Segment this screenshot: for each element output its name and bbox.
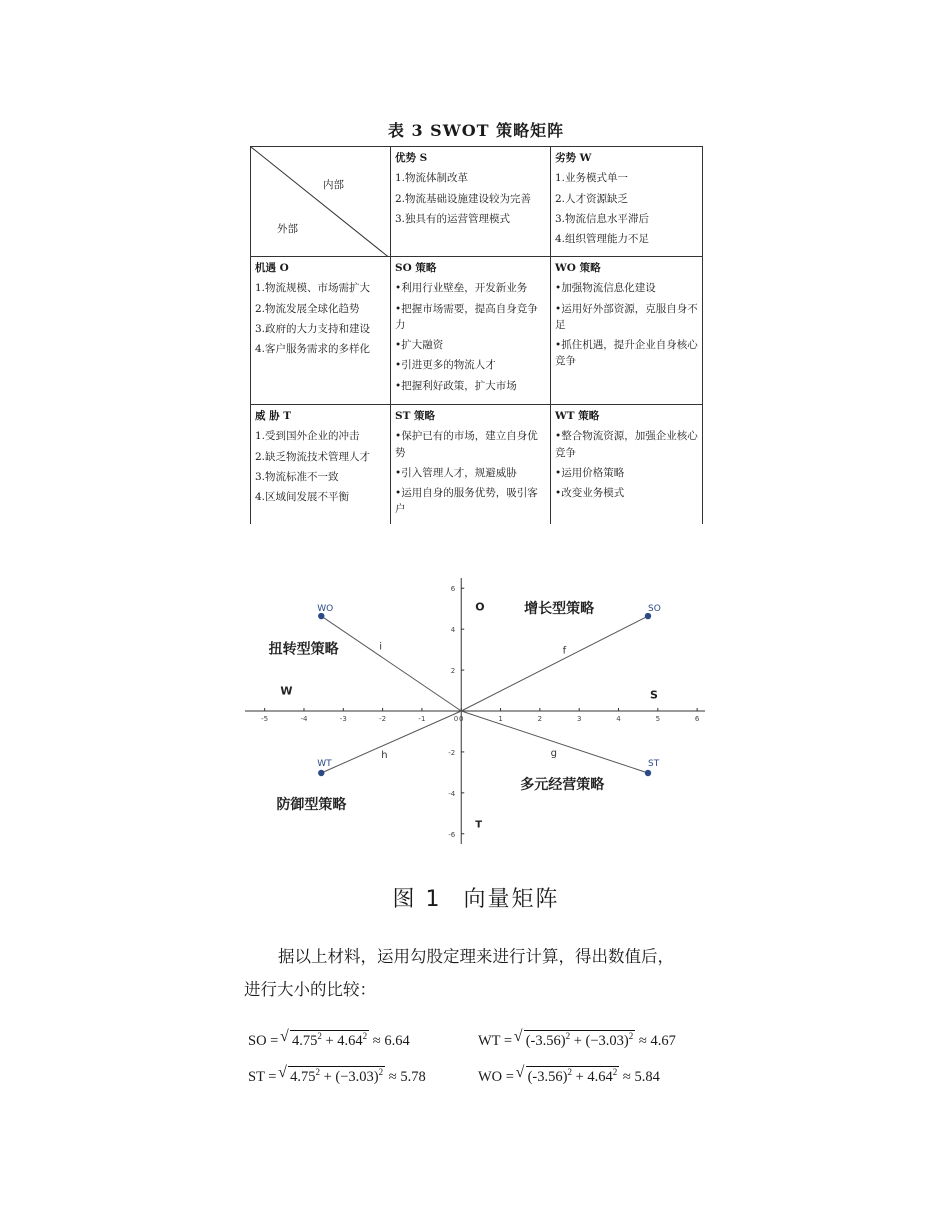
- list-item: •扩大融资: [395, 339, 444, 352]
- paragraph-line-2: 进行大小的比较：: [244, 980, 376, 999]
- list-item: •利用行业壁垒，开发新业务: [395, 282, 528, 295]
- figure-caption: [250, 882, 702, 913]
- segment-label: f: [562, 645, 567, 657]
- operator: +: [573, 1032, 582, 1049]
- list-item: 4.客户服务需求的多样化: [255, 343, 371, 356]
- figure-title: 向量矩阵: [463, 887, 560, 912]
- axis-label-t: T: [475, 819, 483, 831]
- strengths-head: 优势 S: [395, 152, 428, 164]
- term-a: (-3.56): [527, 1068, 568, 1085]
- operator: +: [325, 1032, 334, 1049]
- x-tick-label: 1: [498, 715, 503, 723]
- list-item: 3.独具有的运营管理模式: [395, 212, 511, 225]
- list-item: •抓住机遇，提升企业自身核心竞争: [555, 339, 698, 368]
- wt-strategy-cell: [551, 405, 703, 525]
- segment-label: i: [379, 641, 383, 653]
- paragraph-line-1: 据以上材料，运用勾股定理来进行计算，得出数值后，: [278, 947, 674, 966]
- formula-result: ≈ 6.64: [372, 1032, 410, 1049]
- threats-cell: [251, 405, 391, 525]
- quadrant-growth: 增长型策略: [524, 600, 595, 617]
- quadrant-turnaround: 扭转型策略: [268, 641, 339, 658]
- term-a: (-3.56): [525, 1032, 566, 1049]
- internal-label: 内部: [323, 179, 344, 191]
- x-tick-label: -5: [261, 715, 269, 723]
- formula-result: ≈ 5.84: [622, 1068, 660, 1085]
- x-tick-label: -4: [300, 715, 308, 723]
- swot-table-wrapper: [248, 146, 704, 524]
- list-item: •保护已有的市场，建立自身优势: [395, 430, 538, 459]
- y-tick-label: -6: [448, 830, 456, 839]
- list-item: 3.物流标准不一致: [255, 470, 339, 483]
- x-tick-label: -1: [418, 715, 426, 723]
- body-paragraph: [244, 940, 714, 1006]
- quadrant-diversified: 多元经营策略: [520, 776, 605, 793]
- x-tick-label: 5: [655, 715, 661, 723]
- wo-strategy-head: WO 策略: [555, 262, 601, 274]
- list-item: •引进更多的物流人才: [395, 359, 496, 372]
- formula-wt: [478, 1030, 676, 1050]
- list-item: 1.受到国外企业的冲击: [255, 430, 360, 443]
- opportunities-cell: [251, 257, 391, 405]
- formula-result: ≈ 5.78: [388, 1068, 426, 1085]
- corner-cell: [251, 147, 391, 257]
- axis-label-w: W: [280, 684, 293, 698]
- so-strategy-head: SO 策略: [395, 262, 437, 274]
- quadrant-defensive: 防御型策略: [276, 797, 347, 814]
- term-b: 4.64: [587, 1068, 613, 1085]
- vector-wo: [321, 616, 461, 711]
- operator: +: [323, 1068, 332, 1085]
- x-tick-label: 0: [459, 715, 464, 723]
- list-item: 4.区域间发展不平衡: [255, 491, 350, 504]
- point-label: ST: [647, 758, 660, 769]
- y-tick-label: -2: [448, 748, 456, 757]
- vector-so: [461, 616, 648, 711]
- term-a: 4.75: [290, 1068, 316, 1085]
- x-tick-label: -2: [379, 715, 387, 723]
- point-wt: [318, 770, 324, 776]
- list-item: •加强物流信息化建设: [555, 282, 656, 295]
- weaknesses-head: 劣势 W: [555, 152, 592, 164]
- so-strategy-cell: [391, 257, 551, 405]
- formula-so: [248, 1030, 410, 1050]
- term-b: 4.64: [337, 1032, 363, 1049]
- list-item: 2.物流基础设施建设较为完善: [395, 192, 532, 205]
- formula-lhs: SO =: [248, 1032, 279, 1049]
- segment-label: g: [550, 747, 557, 759]
- segment-label: h: [381, 749, 388, 761]
- sqrt-expression: √ $(-3.56)^2 + (-3.03)^2$: [524, 1030, 636, 1050]
- axis-label-s: S: [649, 688, 658, 702]
- list-item: 1.业务模式单一: [555, 172, 629, 185]
- x-tick-label: -3: [339, 715, 347, 723]
- list-item: 4.组织管理能力不足: [555, 233, 650, 246]
- list-item: 3.物流信息水平滞后: [555, 212, 650, 225]
- list-item: 2.缺乏物流技术管理人才: [255, 450, 371, 463]
- list-item: 2.物流发展全球化趋势: [255, 302, 360, 315]
- y-tick-label: -4: [448, 789, 456, 798]
- point-label: WT: [317, 758, 332, 769]
- list-item: •整合物流资源，加强企业核心竞争: [555, 430, 698, 459]
- y-tick-label: 6: [450, 585, 456, 594]
- diagonal-line: [251, 147, 391, 257]
- swot-table: [250, 146, 703, 524]
- wo-strategy-cell: [551, 257, 703, 405]
- list-item: 2.人才资源缺乏: [555, 192, 629, 205]
- threats-head: 威 胁 T: [255, 410, 292, 422]
- table-title: 表 3 SWOT 策略矩阵: [387, 121, 565, 140]
- weaknesses-cell: [551, 147, 703, 257]
- list-item: •把握市场需要，提高自身竞争力: [395, 302, 538, 331]
- term-a: 4.75: [291, 1032, 318, 1049]
- st-strategy-cell: [391, 405, 551, 525]
- y-tick-label: 2: [450, 667, 456, 676]
- point-label: SO: [647, 604, 661, 615]
- origin-label: 0: [453, 715, 459, 723]
- strengths-cell: [391, 147, 551, 257]
- wt-strategy-head: WT 策略: [555, 410, 600, 422]
- list-item: •运用好外部资源，克服自身不足: [555, 302, 698, 331]
- list-item: 3.政府的大力支持和建设: [255, 322, 371, 335]
- list-item: •运用价格策略: [555, 466, 625, 479]
- sqrt-expression: √ 4.75$^2$ + 4.64$^2$: [290, 1030, 369, 1050]
- formula-st: [248, 1066, 426, 1086]
- formula-result: ≈ 4.67: [638, 1032, 676, 1049]
- list-item: •引入管理人才，规避威胁: [395, 466, 517, 479]
- x-tick-label: 2: [537, 715, 543, 723]
- formula-lhs: WO =: [478, 1068, 514, 1085]
- x-tick-label: 4: [616, 715, 621, 723]
- list-item: •运用自身的服务优势，吸引客户: [395, 487, 538, 516]
- term-b: (−3.03): [335, 1068, 379, 1085]
- external-label: 外部: [277, 223, 298, 235]
- x-tick-label: 6: [694, 715, 700, 723]
- list-item: •把握利好政策，扩大市场: [395, 379, 517, 392]
- axis-label-o: O: [475, 600, 485, 614]
- sqrt-expression: √ $(-3.56)^2 + 4.64^2$: [526, 1066, 620, 1086]
- point-st: [645, 770, 651, 776]
- sqrt-expression: √ $4.75^2 + (-3.03)^2$: [288, 1066, 385, 1086]
- st-strategy-head: ST 策略: [395, 410, 436, 422]
- vector-matrix-chart: [240, 576, 710, 846]
- point-label: WO: [317, 604, 334, 615]
- formula-lhs: ST =: [248, 1068, 277, 1085]
- list-item: 1.物流体制改革: [395, 172, 469, 185]
- opportunities-head: 机遇 O: [255, 262, 289, 274]
- term-b: (−3.03): [585, 1032, 629, 1049]
- x-tick-label: 3: [576, 715, 582, 723]
- figure-number: 图 1: [392, 887, 442, 912]
- formula-lhs: WT =: [478, 1032, 513, 1049]
- operator: +: [575, 1068, 584, 1085]
- list-item: 1.物流规模、市场需扩大: [255, 282, 371, 295]
- list-item: •改变业务模式: [555, 487, 625, 500]
- y-tick-label: 4: [450, 626, 456, 635]
- formula-wo: [478, 1066, 660, 1086]
